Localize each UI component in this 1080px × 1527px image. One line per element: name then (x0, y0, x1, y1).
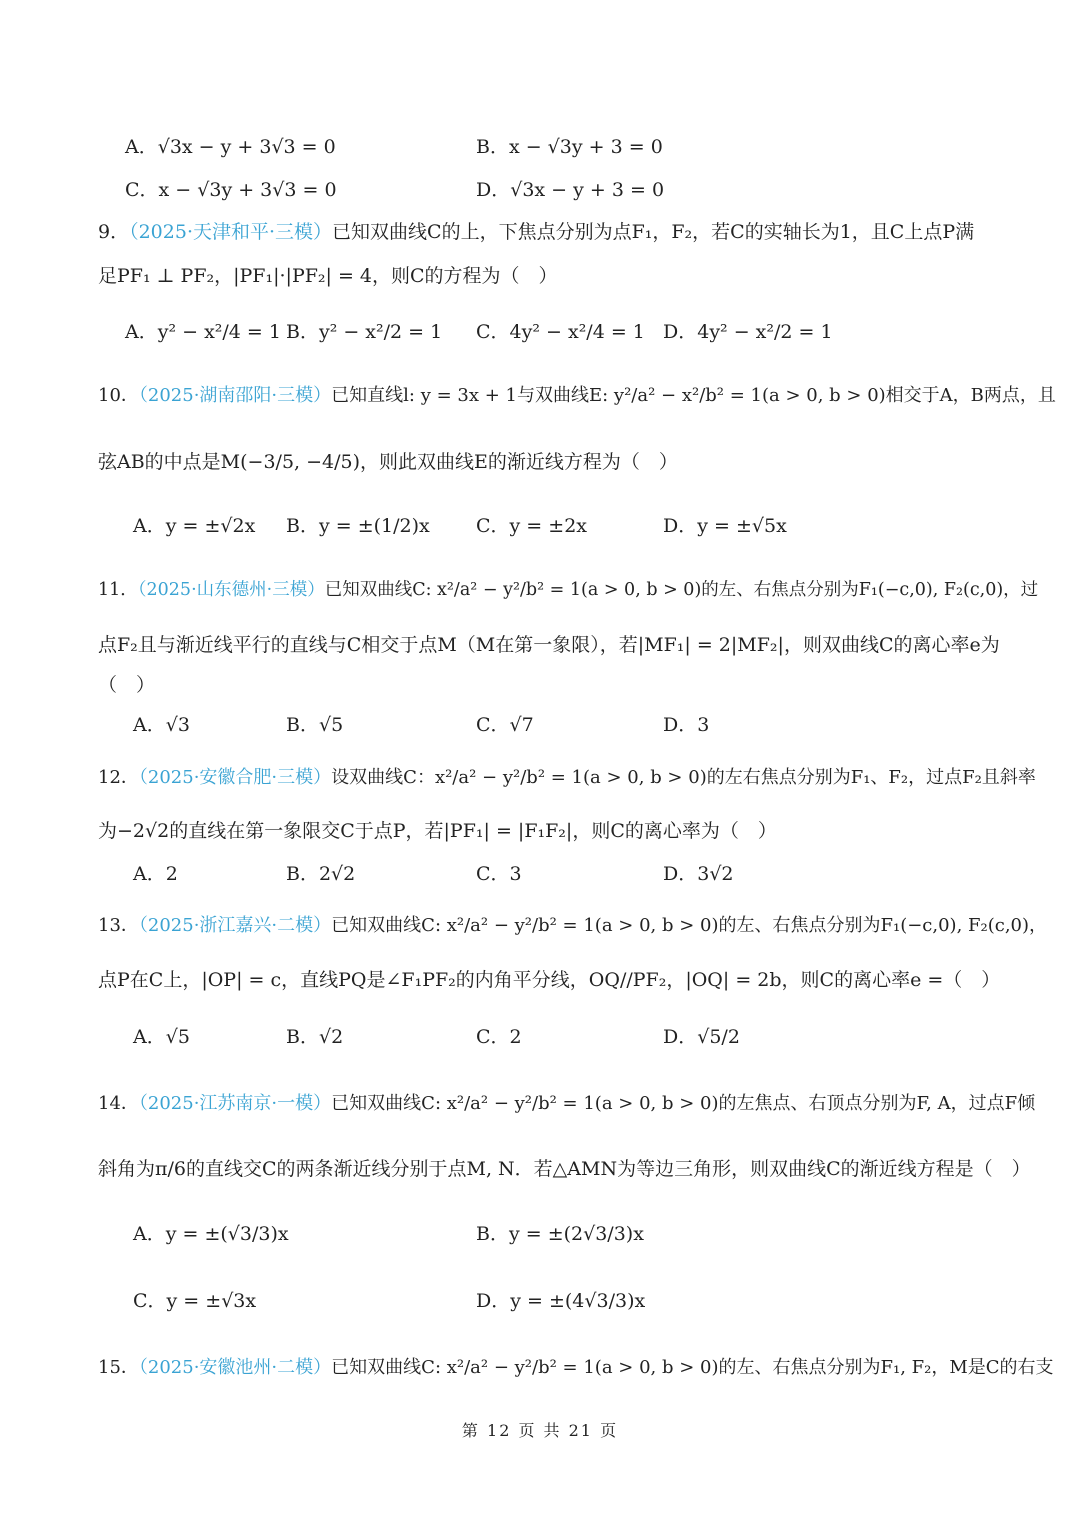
q12-option-d[interactable]: D．3√2 (663, 863, 734, 885)
q11-number: 11． (98, 580, 138, 600)
q10-option-b[interactable]: B．y = ±(1/2)x (286, 515, 430, 537)
q12-text-2: 为−2√2的直线在第一象限交C于点P，若|PF₁| = |F₁F₂|，则C的离心率为（ ） (98, 820, 777, 842)
q11-line-1 (98, 578, 1038, 602)
q15-number: 15． (98, 1357, 139, 1378)
q13-text-1: 已知双曲线C: x²/a² − y²/b² = 1(a > 0, b > 0)的左、右焦点分别为F₁(−c,0), F₂(c,0)， (331, 915, 1048, 936)
q8-option-c[interactable]: C．x − √3y + 3√3 = 0 (125, 179, 337, 201)
q9-text-2: 足PF₁ ⊥ PF₂，|PF₁|·|PF₂| = 4，则C的方程为（ ） (98, 265, 558, 287)
q14-number: 14． (98, 1093, 139, 1114)
q9-text-1: 已知双曲线C的上，下焦点分别为点F₁，F₂，若C的实轴长为1，且C上点P满 (332, 221, 975, 243)
q11-text-3: （ ） (98, 674, 156, 696)
q11-text-2: 点F₂且与渐近线平行的直线与C相交于点M（M在第一象限），若|MF₁| = 2|MF₂|，则双曲线C的离心率e为 (98, 634, 1000, 656)
q12-number: 12． (98, 767, 139, 788)
q12-option-a[interactable]: A．2 (133, 863, 178, 885)
q8-option-d[interactable]: D．√3x − y + 3 = 0 (476, 179, 665, 201)
q13-option-c[interactable]: C．2 (476, 1026, 522, 1048)
q14-text-1: 已知双曲线C: x²/a² − y²/b² = 1(a > 0, b > 0)的左焦点、右顶点分别为F, A，过点F倾 (331, 1093, 1036, 1114)
q9-option-a[interactable]: A．y² − x²/4 = 1 (125, 321, 281, 343)
q12-source: （2025·安徽合肥·三模） (138, 767, 332, 788)
q10-option-d[interactable]: D．y = ±√5x (663, 515, 787, 537)
q11-option-c[interactable]: C．√7 (476, 714, 534, 736)
q9-number: 9． (98, 221, 130, 243)
q12-line-1 (98, 766, 1036, 790)
q8-option-a[interactable]: A．√3x − y + 3√3 = 0 (125, 136, 336, 158)
q13-option-b[interactable]: B．√2 (286, 1026, 344, 1048)
q12-option-c[interactable]: C．3 (476, 863, 522, 885)
q9-source: （2025·天津和平·三模） (129, 221, 333, 243)
q14-line-1 (98, 1092, 1035, 1116)
q9-option-b[interactable]: B．y² − x²/2 = 1 (286, 321, 443, 343)
q12-text-1: 设双曲线C：x²/a² − y²/b² = 1(a > 0, b > 0)的左右焦点分别为F₁、F₂，过点F₂且斜率 (331, 767, 1036, 788)
q13-option-a[interactable]: A．√5 (133, 1026, 190, 1048)
q10-source: （2025·湖南邵阳·三模） (138, 385, 332, 406)
q14-text-2: 斜角为π/6的直线交C的两条渐近线分别于点M, N．若△AMN为等边三角形，则双曲线C的渐近线方程是（ ） (98, 1158, 1031, 1180)
q10-number: 10． (98, 385, 139, 406)
q9-option-d[interactable]: D．4y² − x²/2 = 1 (663, 321, 833, 343)
q15-source: （2025·安徽池州·二模） (138, 1357, 332, 1378)
q8-option-b[interactable]: B．x − √3y + 3 = 0 (476, 136, 663, 158)
q13-number: 13． (98, 915, 139, 936)
q13-text-2: 点P在C上，|OP| = c，直线PQ是∠F₁PF₂的内角平分线，OQ//PF₂，|OQ| = 2b，则C的离心率e =（ ） (98, 969, 1001, 991)
page-number-footer: 第 12 页 共 21 页 (461, 1421, 619, 1440)
q15-text-1: 已知双曲线C: x²/a² − y²/b² = 1(a > 0, b > 0)的左、右焦点分别为F₁, F₂，M是C的右支 (331, 1357, 1054, 1378)
q11-source: （2025·山东德州·三模） (137, 580, 325, 600)
q14-option-d[interactable]: D．y = ±(4√3/3)x (476, 1290, 646, 1312)
q12-option-b[interactable]: B．2√2 (286, 863, 356, 885)
q10-option-c[interactable]: C．y = ±2x (476, 515, 587, 537)
q11-option-b[interactable]: B．√5 (286, 714, 344, 736)
q13-source: （2025·浙江嘉兴·二模） (138, 915, 332, 936)
q10-line-1 (98, 384, 1056, 408)
q10-option-a[interactable]: A．y = ±√2x (133, 515, 256, 537)
q11-option-d[interactable]: D．3 (663, 714, 710, 736)
q13-line-1 (98, 914, 1047, 938)
q14-source: （2025·江苏南京·一模） (138, 1093, 332, 1114)
q14-option-c[interactable]: C．y = ±√3x (133, 1290, 257, 1312)
q13-option-d[interactable]: D．√5/2 (663, 1026, 740, 1048)
q9-option-c[interactable]: C．4y² − x²/4 = 1 (476, 321, 645, 343)
q15-line-1 (98, 1356, 1054, 1380)
q11-option-a[interactable]: A．√3 (133, 714, 190, 736)
q10-text-2: 弦AB的中点是M(−3/5, −4/5)，则此双曲线E的渐近线方程为（ ） (98, 451, 678, 473)
q11-text-1: 已知双曲线C: x²/a² − y²/b² = 1(a > 0, b > 0)的左、右焦点分别为F₁(−c,0), F₂(c,0)，过 (324, 580, 1039, 600)
q14-option-a[interactable]: A．y = ±(√3/3)x (133, 1223, 289, 1245)
q9-line-1 (98, 220, 974, 244)
q14-option-b[interactable]: B．y = ±(2√3/3)x (476, 1223, 644, 1245)
q10-text-1: 已知直线l: y = 3x + 1与双曲线E: y²/a² − x²/b² = 1(a > 0, b > 0)相交于A，B两点，且 (331, 385, 1056, 406)
